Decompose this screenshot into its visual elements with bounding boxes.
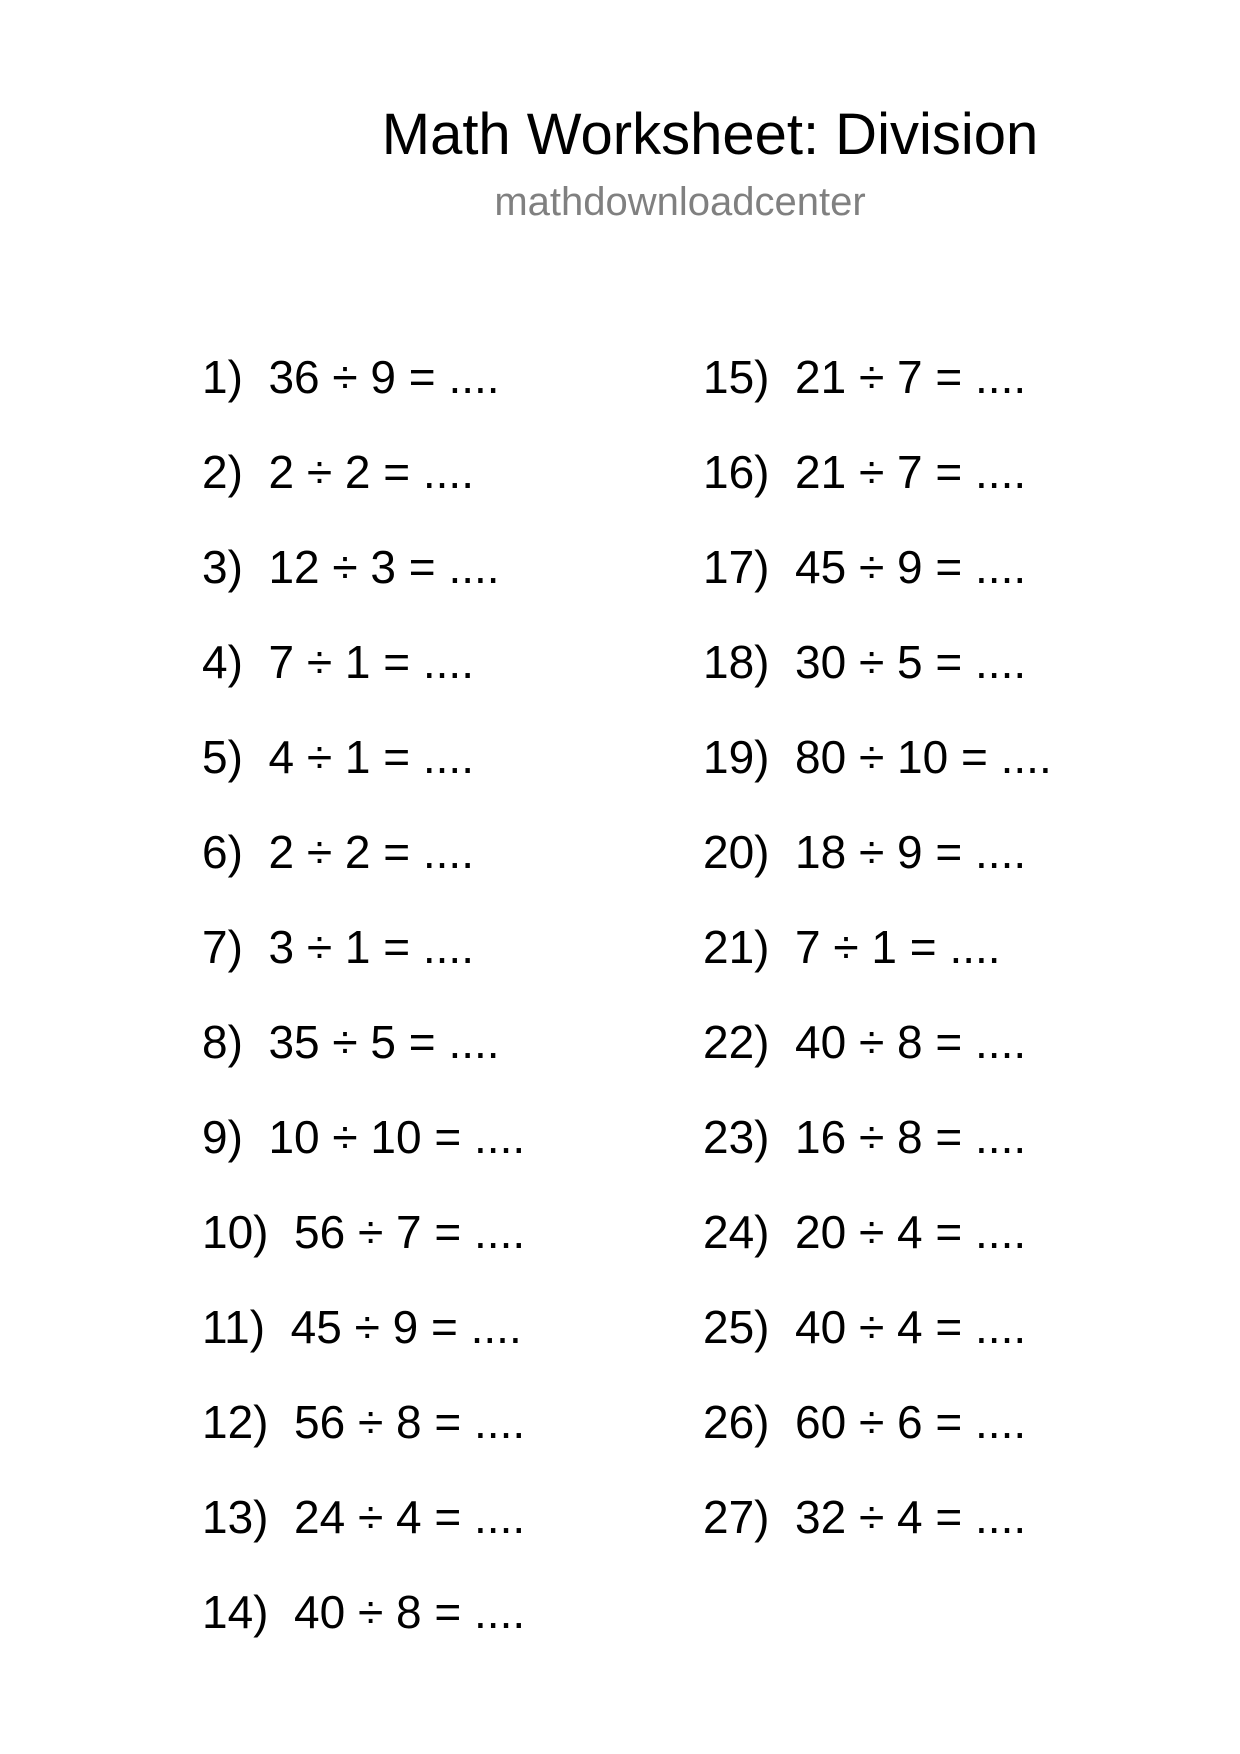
problem-item: 16) 21 ÷ 7 = ....	[703, 446, 1027, 498]
problem-item: 15) 21 ÷ 7 = ....	[703, 351, 1027, 403]
problem-item: 11) 45 ÷ 9 = ....	[202, 1301, 522, 1353]
problem-item: 23) 16 ÷ 8 = ....	[703, 1111, 1027, 1163]
problem-item: 17) 45 ÷ 9 = ....	[703, 541, 1027, 593]
problem-item: 27) 32 ÷ 4 = ....	[703, 1491, 1027, 1543]
problem-item: 20) 18 ÷ 9 = ....	[703, 826, 1027, 878]
problem-item: 13) 24 ÷ 4 = ....	[202, 1491, 526, 1543]
problem-item: 9) 10 ÷ 10 = ....	[202, 1111, 526, 1163]
problem-item: 3) 12 ÷ 3 = ....	[202, 541, 500, 593]
problem-item: 24) 20 ÷ 4 = ....	[703, 1206, 1027, 1258]
problem-item: 19) 80 ÷ 10 = ....	[703, 731, 1052, 783]
problem-item: 4) 7 ÷ 1 = ....	[202, 636, 474, 688]
problem-item: 8) 35 ÷ 5 = ....	[202, 1016, 500, 1068]
problem-item: 6) 2 ÷ 2 = ....	[202, 826, 474, 878]
problem-item: 7) 3 ÷ 1 = ....	[202, 921, 474, 973]
worksheet-source: mathdownloadcenter	[494, 180, 866, 224]
problem-item: 5) 4 ÷ 1 = ....	[202, 731, 474, 783]
problem-item: 14) 40 ÷ 8 = ....	[202, 1586, 526, 1638]
problem-item: 21) 7 ÷ 1 = ....	[703, 921, 1001, 973]
problem-item: 10) 56 ÷ 7 = ....	[202, 1206, 526, 1258]
problem-item: 1) 36 ÷ 9 = ....	[202, 351, 500, 403]
problem-item: 2) 2 ÷ 2 = ....	[202, 446, 474, 498]
worksheet-title: Math Worksheet: Division	[381, 102, 1039, 167]
problem-item: 26) 60 ÷ 6 = ....	[703, 1396, 1027, 1448]
problem-item: 22) 40 ÷ 8 = ....	[703, 1016, 1027, 1068]
problem-item: 18) 30 ÷ 5 = ....	[703, 636, 1027, 688]
problem-item: 25) 40 ÷ 4 = ....	[703, 1301, 1027, 1353]
problem-item: 12) 56 ÷ 8 = ....	[202, 1396, 526, 1448]
